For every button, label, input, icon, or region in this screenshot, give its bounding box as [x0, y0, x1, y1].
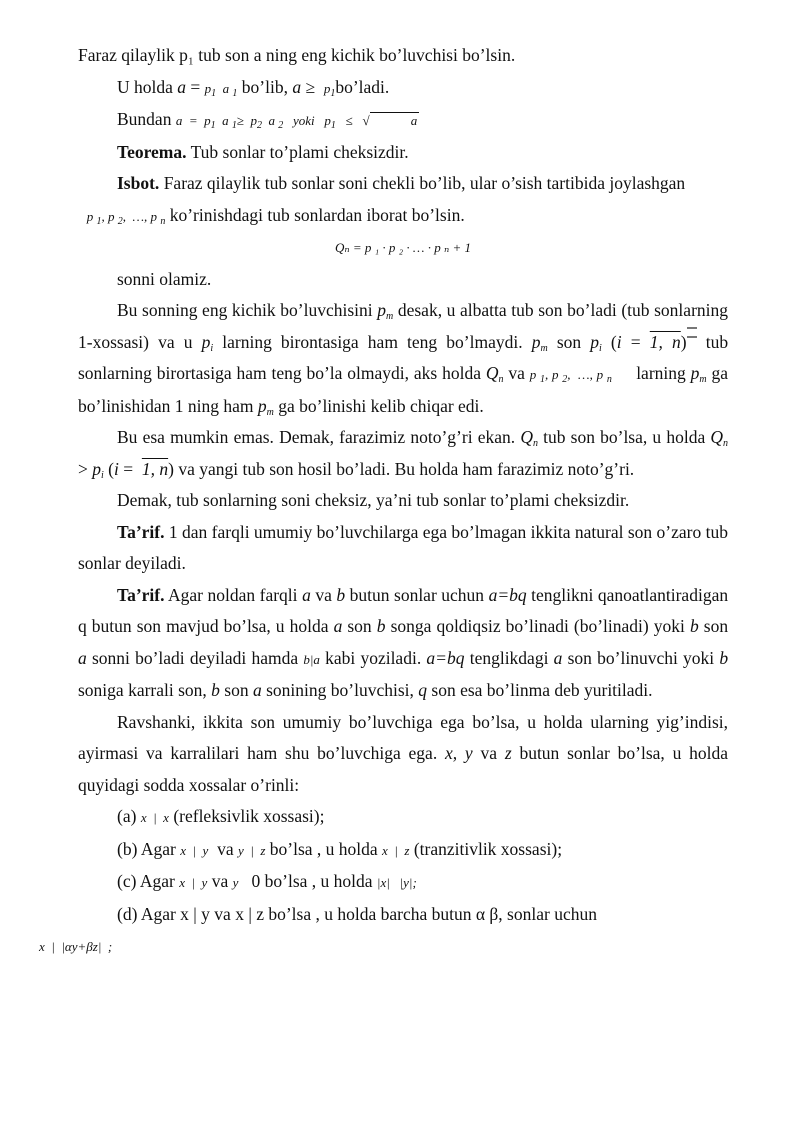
formula-Q: Qₙ = p ₁ · p ₂ · … · p ₙ + 1	[334, 240, 472, 255]
property-c: (c) Agar x | y va y 0 bo’lsa , u holda |x| |y|;	[117, 871, 417, 891]
line-3: Bundan $a = p_1$ a $_1\ge p_2$ a $_2$ yoki $p_1$ ≤ √ a	[117, 109, 418, 131]
property-d: (d) Agar x | y va x | z bo’lsa , u holda barcha butun α β, sonlar uchun x | |αy+βz| ;	[39, 903, 597, 954]
definition-2: Ta’rif. Agar noldan farqli a va b butun sonlar uchun a=bq tenglikni qanoatlantiradigan q butun son mavjud bo’lsa, u holda a son b songa qoldiqsiz bo’linadi (bo’linadi) yoki b son a sonni bo’ladi deyiladi hamda b|a kabi yoziladi. a=bq tenglikdagi a son bo’linuvchi yoki b soniga karrali son, b son a sonining bo’luvchisi, q son esa bo’linma deb yuritiladi.	[78, 584, 729, 700]
equals-bar-icon	[687, 327, 697, 338]
paragraph-2: Bu sonning eng kichik bo’luvchisini $p_m$ desak, u albatta tub son bo’ladi (tub sonlarning 1-xossasi) va u $p_i$ larning birontasiga ham teng bo’lmaydi. $p_m$ son $p_i$ (i = 1, n) tub sonlarning birortasiga ham teng bo’la olmaydi, aks holda $Q_n$ va p $_1$, p $_2$, …, p $_n$ larning $p_m$ ga bo’linishidan 1 ning ham $p_m$ ga bo’linishi kelib chiqar edi.	[78, 300, 729, 418]
line-2: U holda $a = p_1$ a $_1$ bo’lib, $a \ge p_1bo’ladi$.	[117, 76, 390, 99]
conclusion: Demak, tub sonlarning soni cheksiz, ya’ni tub sonlar to’plami cheksizdir.	[117, 490, 630, 510]
take-number: sonni olamiz.	[117, 268, 212, 289]
paragraph-3: Bu esa mumkin emas. Demak, farazimiz noto’g’ri ekan. $Q_n$ tub son bo’lsa, u holda $Q_n > p_i$ (i = 1, n) va yangi tub son hosil bo’ladi. Bu holda ham farazimiz noto’g’ri.	[78, 427, 729, 481]
proof: Isbot. Faraz qilaylik tub sonlar soni chekli bo’lib, ular o’sish tartibida joylashgan	[117, 173, 686, 193]
ravshanki-paragraph: Ravshanki, ikkita son umumiy bo’luvchiga ega bo’lsa, u holda ularning yig’indisi, ayirmasi va karralilari ham shu bo’luvchiga ega. x, y va z butun sonlar bo’lsa, u holda quyidagi sodda xossalar o’rinli:	[78, 711, 729, 795]
prime-list-line: p $_1$, p $_2$, …, p $_n$ ko’rinishdagi tub sonlardan iborat bo’lsin.	[86, 204, 465, 227]
line-1: Faraz qilaylik p₁ tub son a ning eng kichik bo’luvchisi bo’lsin.	[78, 45, 516, 65]
document-page	[39, 40, 729, 963]
theorem: Teorema. Tub sonlar to’plami cheksizdir.	[117, 141, 409, 162]
property-a: (a) x | x (refleksivlik xossasi);	[117, 806, 325, 826]
definition-1: Ta’rif. 1 dan farqli umumiy bo’luvchilarga ega bo’lmagan ikkita natural son o’zaro tub sonlar deyiladi.	[78, 521, 728, 573]
property-b: (b) Agar x | y va y | z bo’lsa , u holda x | z (tranzitivlik xossasi);	[117, 838, 563, 859]
